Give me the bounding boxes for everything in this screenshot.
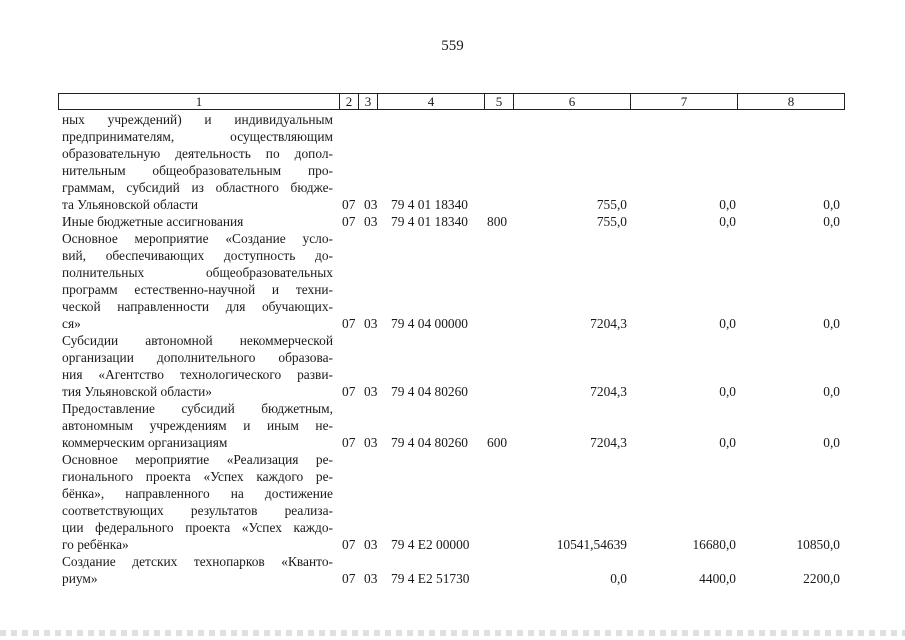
- row-value-col7: 4400,0: [699, 571, 736, 586]
- row-description-line: образовательную деятельность по допол-: [62, 146, 333, 161]
- row-pr: 03: [364, 435, 378, 450]
- row-description-line: организации дополнительного образова-: [62, 350, 333, 365]
- header-col-5: 5: [484, 93, 514, 110]
- scan-edge: [0, 630, 905, 636]
- row-description-line: Основное мероприятие «Реализация ре-: [62, 452, 333, 467]
- row-description-line: предпринимателям, осуществляющим: [62, 129, 333, 144]
- row-description-line: Предоставление субсидий бюджетным,: [62, 401, 333, 416]
- row-csr: 79 4 04 00000: [391, 316, 468, 331]
- row-value-col6: 755,0: [596, 197, 627, 212]
- row-description-line: программ естественно-научной и техни-: [62, 282, 333, 297]
- row-pr: 03: [364, 571, 378, 586]
- row-csr: 79 4 E2 51730: [391, 571, 470, 586]
- header-col-3: 3: [358, 93, 378, 110]
- row-csr: 79 4 04 80260: [391, 384, 468, 399]
- header-col-2: 2: [339, 93, 359, 110]
- header-col-6: 6: [513, 93, 631, 110]
- row-value-col6: 7204,3: [590, 384, 627, 399]
- header-col-1: 1: [58, 93, 340, 110]
- row-rz: 07: [342, 537, 356, 552]
- row-value-col8: 0,0: [823, 384, 840, 399]
- page-number: 559: [441, 38, 464, 54]
- row-pr: 03: [364, 214, 378, 229]
- row-value-col6: 10541,54639: [556, 537, 627, 552]
- row-rz: 07: [342, 197, 356, 212]
- row-value-col7: 0,0: [719, 214, 736, 229]
- row-vr: 600: [487, 435, 508, 450]
- row-description-line: Субсидии автономной некоммерческой: [62, 333, 333, 348]
- row-csr: 79 4 01 18340: [391, 197, 468, 212]
- row-value-col7: 0,0: [719, 435, 736, 450]
- row-description-line: ческой направленности для обучающих-: [62, 299, 333, 314]
- row-value-col7: 0,0: [719, 316, 736, 331]
- row-description-line: Создание детских технопарков «Кванто-: [62, 554, 333, 569]
- row-description-line: бёнка», направленного на достижение: [62, 486, 333, 501]
- row-value-col8: 0,0: [823, 316, 840, 331]
- row-pr: 03: [364, 384, 378, 399]
- row-rz: 07: [342, 214, 356, 229]
- row-pr: 03: [364, 316, 378, 331]
- row-rz: 07: [342, 316, 356, 331]
- row-value-col8: 10850,0: [796, 537, 840, 552]
- header-col-4: 4: [377, 93, 485, 110]
- row-value-col7: 0,0: [719, 197, 736, 212]
- row-value-col6: 7204,3: [590, 435, 627, 450]
- row-csr: 79 4 E2 00000: [391, 537, 470, 552]
- row-description-line: риум»: [62, 571, 98, 586]
- row-description-line: ных учреждений) и индивидуальным: [62, 112, 333, 127]
- row-description-line: ции федерального проекта «Успех каждо-: [62, 520, 333, 535]
- row-description-line: нительным общеобразовательным про-: [62, 163, 333, 178]
- row-description-line: гионального проекта «Успех каждого ре-: [62, 469, 333, 484]
- row-description-line: граммам, субсидий из областного бюдже-: [62, 180, 333, 195]
- row-value-col6: 755,0: [596, 214, 627, 229]
- row-description-line: ся»: [62, 316, 81, 331]
- row-csr: 79 4 04 80260: [391, 435, 468, 450]
- row-description-line: ния «Агентство технологического разви-: [62, 367, 333, 382]
- row-csr: 79 4 01 18340: [391, 214, 468, 229]
- row-description-line: вий, обеспечивающих доступность до-: [62, 248, 333, 263]
- row-rz: 07: [342, 435, 356, 450]
- row-value-col7: 0,0: [719, 384, 736, 399]
- row-value-col6: 0,0: [610, 571, 627, 586]
- row-rz: 07: [342, 384, 356, 399]
- row-description-line: коммерческим организациям: [62, 435, 228, 450]
- header-col-7: 7: [630, 93, 738, 110]
- row-description-line: автономным учреждениям и иным не-: [62, 418, 333, 433]
- row-value-col8: 2200,0: [803, 571, 840, 586]
- row-pr: 03: [364, 197, 378, 212]
- row-value-col8: 0,0: [823, 214, 840, 229]
- row-description-line: Иные бюджетные ассигнования: [62, 214, 244, 229]
- row-description-line: соответствующих результатов реализа-: [62, 503, 333, 518]
- row-description-line: полнительных общеобразовательных: [62, 265, 333, 280]
- row-value-col7: 16680,0: [692, 537, 736, 552]
- row-rz: 07: [342, 571, 356, 586]
- row-description-line: та Ульяновской области: [62, 197, 199, 212]
- row-value-col8: 0,0: [823, 435, 840, 450]
- row-description-line: го ребёнка»: [62, 537, 129, 552]
- row-description-line: тия Ульяновской области»: [62, 384, 212, 399]
- row-description-line: Основное мероприятие «Создание усло-: [62, 231, 333, 246]
- row-value-col6: 7204,3: [590, 316, 627, 331]
- row-vr: 800: [487, 214, 508, 229]
- row-pr: 03: [364, 537, 378, 552]
- row-value-col8: 0,0: [823, 197, 840, 212]
- header-col-8: 8: [737, 93, 845, 110]
